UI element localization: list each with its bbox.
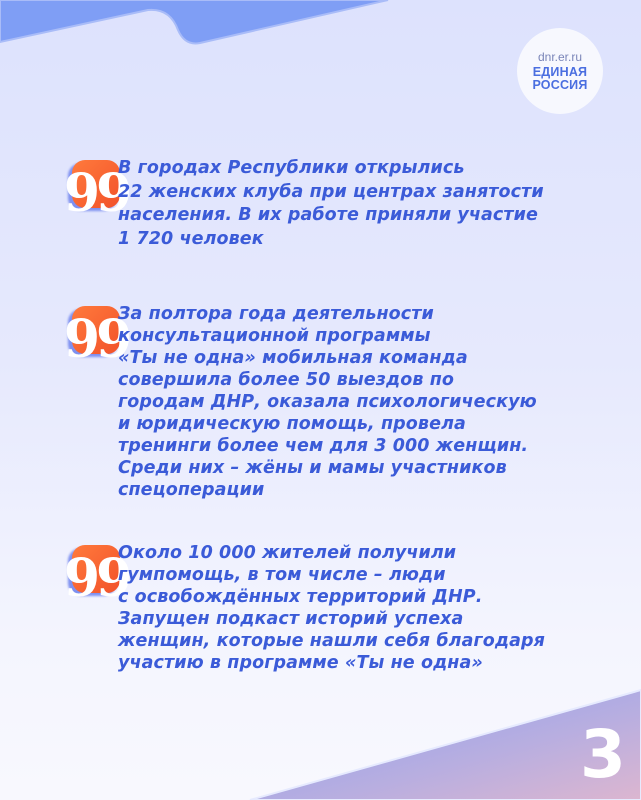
logo-brand-line2: РОССИЯ bbox=[532, 78, 588, 92]
quote-icon: 99 bbox=[68, 160, 120, 212]
fact-text-3: Около 10 000 жителей получили гумпомощь, в том числе – люди с освобождённых территорий ДНР. Запущен подкаст историй успеха женщин, которые нашли себя благодаря участию в программе «Ты не одна» bbox=[118, 543, 545, 673]
fact-text-1: В городах Республики открылись 22 женских клуба при центрах занятости населения. В их работе приняли участие 1 720 человек bbox=[118, 158, 544, 249]
quote-icon: 99 bbox=[68, 545, 120, 597]
fact-block-3 bbox=[63, 543, 545, 673]
united-russia-logo bbox=[517, 28, 603, 114]
top-band bbox=[0, 0, 388, 43]
quote-icon: 99 bbox=[68, 306, 120, 358]
fact-block-1 bbox=[63, 158, 544, 249]
logo-brand-line1: ЕДИНАЯ bbox=[532, 65, 588, 79]
logo-url: dnr.er.ru bbox=[537, 50, 583, 64]
fact-block-2 bbox=[63, 304, 537, 500]
page-number: 3 bbox=[580, 716, 626, 793]
fact-text-2: За полтора года деятельности консультационной программы «Ты не одна» мобильная команда совершила более 50 выездов по городам ДНР, оказала психологическую и юридическую помощь, провела тренинги более чем для 3 000 женщин. Среди них – жёны и мамы участников спецоперации bbox=[118, 304, 537, 500]
